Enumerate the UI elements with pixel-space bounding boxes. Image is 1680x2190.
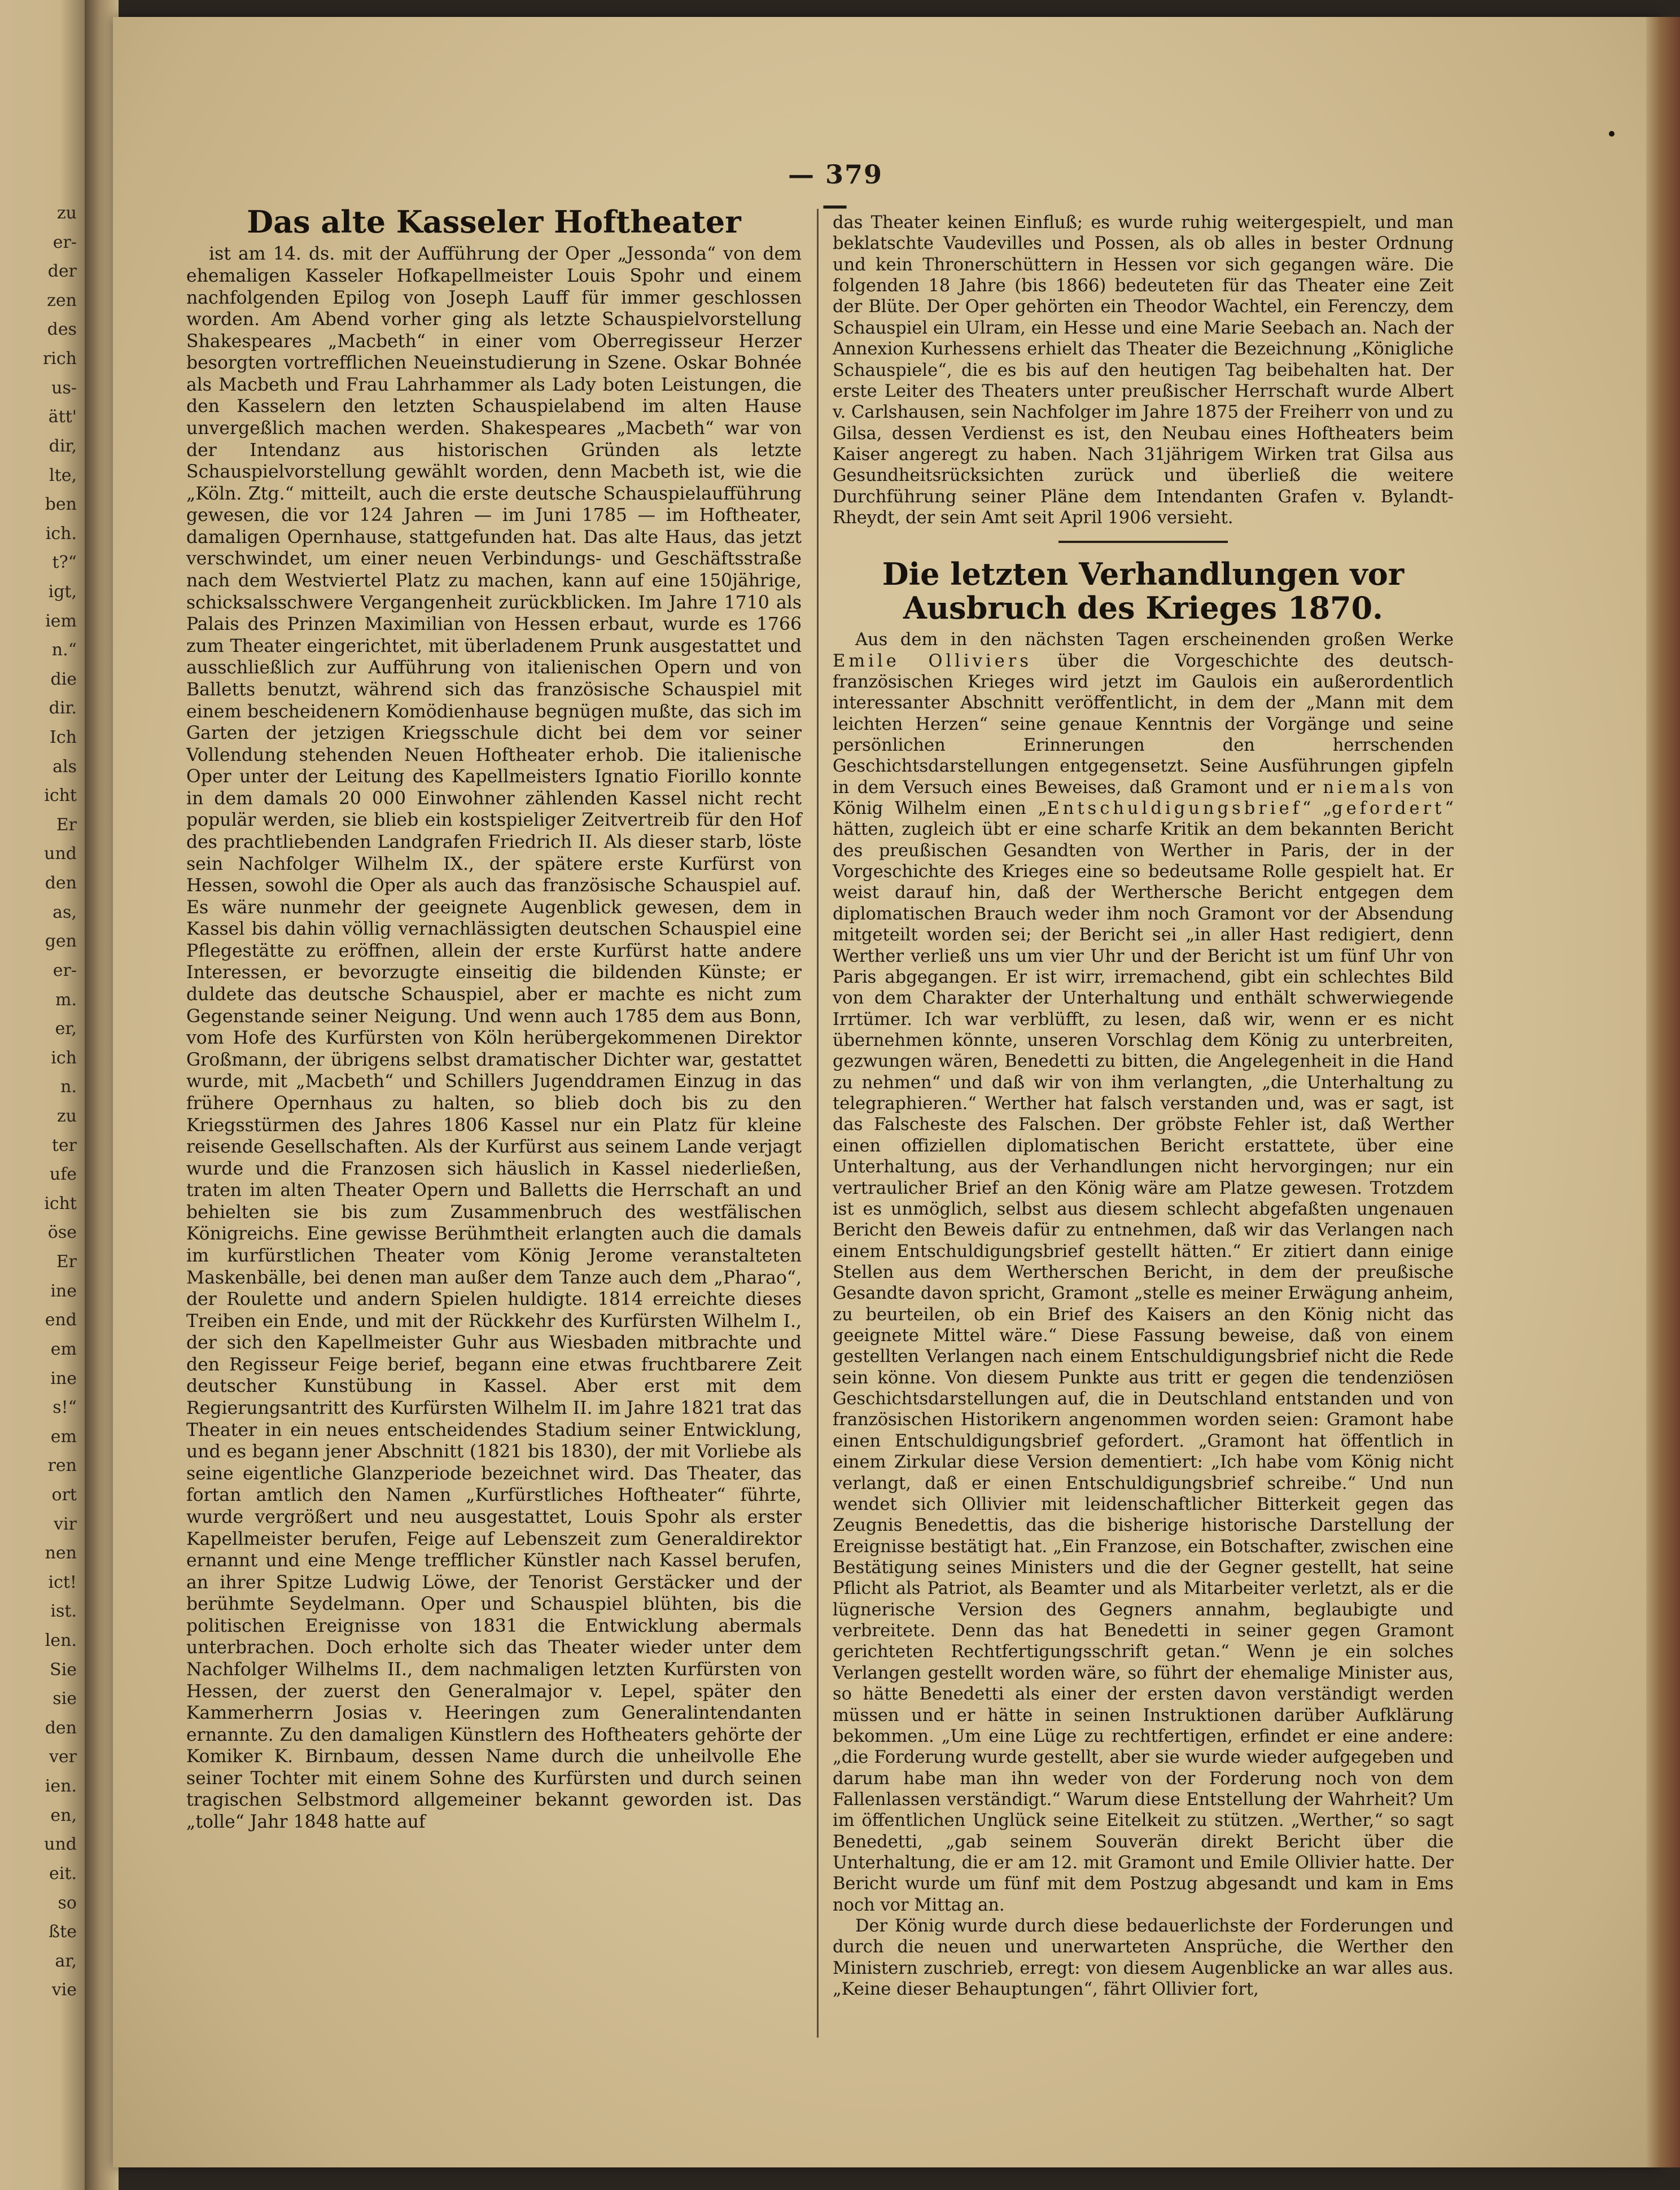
right-column [833,212,1454,2000]
previous-page-fragment: Er [56,815,77,835]
previous-page-fragment: iem [45,611,77,631]
author-name: Emile Olliviers [833,651,1032,671]
article-body-verhandlungen-p2: Der König wurde durch diese bedauerlichste der Forderungen und durch die neuen und unerwarteten Ansprüche, die Werther den Ministern zuschrieb, erregt: von diesem Augenblicke an war alles aus. „Keine dieser Behauptungen“, fährt Ollivier fort, [833,1916,1454,2000]
previous-page-fragment: lte, [49,466,77,485]
column-divider [817,209,819,2038]
previous-page-strip [0,0,85,2190]
text-segment: “ hätten, zugleich übt er eine scharfe Kritik an dem bekannten Bericht des preußischen Gesandten von Werther in Paris, der in der Vorgeschichte des Krieges eine so bedeutsame Rolle gespielt hat. Er weist darauf hin, daß der Werthersche Bericht entgegen dem diplomatischen Brauch weder ihm noch Gramont vor der Absendung mitgeteilt worden sei; der Bericht sei „in aller Hast redigiert, denn Werther verließ uns um vier Uhr und der Bericht ist um fünf Uhr von Paris abgegangen. Er ist wirr, irremachend, gibt ein schlechtes Bild von dem Charakter der Unterhaltung und enthält schwerwiegende Irrtümer. Ich war verblüfft, zu lesen, daß wir, wenn er es nicht übernehmen könnte, unseren Vorschlag dem König zu unterbreiten, gezwungen wären, Benedetti zu bitten, die Angelegenheit in die Hand zu nehmen“ und daß wir von ihm verlangten, „die Unterhaltung zu telegraphieren.“ Werther hat falsch verstanden und, was er sagt, ist das Falscheste des Falschen. Der gröbste Fehler ist, daß Werther einen offiziellen diplomatischen Bericht erstattete, über eine Unterhaltung, aus der Verhandlungen nicht hervorgingen; nur ein vertraulicher Brief an den König wäre am Platze gewesen. Trotzdem ist es unmöglich, selbst aus diesem schlecht abgefaßten ungenauen Bericht den Beweis dafür zu entnehmen, daß wir das Verlangen nach einem Entschuldigungsbrief gestellt hätten.“ Er zitiert dann einige Stellen aus dem Wertherschen Bericht, in dem der preußische Gesandte davon spricht, Gramont „stelle es meiner Erwägung anheim, zu beurteilen, ob ein Brief des Kaisers an den König nicht das geeignete Mittel wäre.“ Diese Fassung beweise, daß von einem gestellten Verlangen nach einem Entschuldigungsbrief nicht die Rede sein könne. Von diesem Punkte aus tritt er gegen die tendenziösen Geschichtsdarstellungen auf, die in Deutschland entstanden und von französischen Historikern angenommen worden seien: Gramont habe einen Entschuldigungsbrief gefordert. „Gramont hat öffentlich in einem Zirkular diese Version dementiert: „Ich habe vom König nicht verlangt, daß er einen Entschuldigungsbrief schreibe.“ Und nun wendet sich Ollivier mit leidenschaftlicher Bitterkeit gegen das Zeugnis Benedettis, das die bisherige historische Darstellung der Ereignisse bestätigt hat. „Ein Franzose, ein Botschafter, zwischen eine Bestätigung seines Ministers und die der Gegner gestellt, hat seine Pflicht als Patriot, als Beamter und als Mitarbeiter verletzt, als er die lügnerische Version des Gegners annahm, beglaubigte und verbreitete. Denn das hat Benedetti in seiner gegen Gramont gerichteten Rechtfertigungsschrift getan.“ Wenn je ein solches Verlangen gestellt worden wäre, so führt der ehemalige Minister aus, so hätte Benedetti als einer der ersten davon verständigt werden müssen und er hätte in seinen Instruktionen darüber Aufklärung bekommen. „Um eine Lüge zu rechtfertigen, erfindet er eine andere: „die Forderung wurde gestellt, aber sie wurde wieder aufgegeben und darum habe man ihn weder von der Forderung noch von dem Fallenlassen verständigt.“ Warum diese Entstellung der Wahrheit? Um im öffentlichen Unglück seine Eitelkeit zu stützen. „Werther,“ so sagt Benedetti, „gab seinem Souverän direkt Bericht über die Unterhaltung, die er am 12. mit Gramont und Emile Ollivier hatte. Der Bericht wurde um fünf mit dem Postzug abgesandt und kam in Ems noch vor Mittag an. [833,799,1454,1915]
previous-page-fragment: sie [53,1689,77,1709]
emphasis-gefordert: gefordert [1332,799,1445,819]
page-number: — 379 — [788,159,883,220]
previous-page-fragment: die [50,669,77,689]
previous-page-fragment: ätt' [48,407,77,427]
text-segment: über die Vorgeschichte des deutsch-französischen Krieges wird jetzt im Gaulois ein außerordentlich interessanter Abschnitt veröffentlicht, in dem der „Mann mit dem leichten Herzen“ seine genaue Kenntnis der Vorgänge und seine persönlichen Erinnerungen den herrschenden Geschichtsdarstellungen entgegensetzt. Seine Ausführungen gipfeln in dem Versuch eines Beweises, daß Gramont und er [833,651,1454,798]
previous-page-fragment: er- [53,233,77,252]
article-body-hoftheater: ist am 14. ds. mit der Aufführung der Oper „Jessonda“ von dem ehemaligen Kasseler Hofkapellmeister Louis Spohr und einem nachfolgenden Epilog von Joseph Lauff für immer geschlossen worden. Am Abend vorher ging als letzte Schauspielvorstellung Shakespeares „Macbeth“ in einer vom Oberregisseur Herzer besorgten vortrefflichen Neueinstudierung in Szene. Oskar Bohnée als Macbeth und Frau Lahrhammer als Lady boten Leistungen, die den Kasselern den letzten Schauspielabend im alten Hause unvergeßlich machen werden. Shakespeares „Macbeth“ war von der Intendanz aus historischen Gründen als letzte Schauspielvorstellung gewählt worden, denn Macbeth ist, wie die „Köln. Ztg.“ mitteilt, auch die erste deutsche Schauspielaufführung gewesen, die vor 124 Jahren — im Juni 1785 — im Hoftheater, damaligen Opernhause, stattgefunden hat. Das alte Haus, das jetzt verschwindet, um einer neuen Verbindungs- und Geschäftsstraße nach dem Westviertel Platz zu machen, kann auf eine 150jährige, schicksalsschwere Vergangenheit zurückblicken. Im Jahre 1710 als Palais des Prinzen Maximilian von Hessen erbaut, wurde es 1766 zum Theater eingerichtet, mit überladenem Prunk ausgestattet und ausschließlich zur Aufführung von italienischen Opern und von Balletts benutzt, während sich das französische Schauspiel mit einem bescheidenern Komödienhause begnügen mußte, das sich im Garten der jetzigen Kriegsschule dicht bei dem vor seiner Vollendung stehenden Neuen Hoftheater erhob. Die italienische Oper unter der Leitung des Kapellmeisters Ignatio Fiorillo konnte in dem damals 20 000 Einwohner zählenden Kassel nicht recht populär werden, sie blieb ein kostspieliger Zeitvertreib für den Hof des prachtliebenden Landgrafen Friedrich II. Als dieser starb, löste sein Nachfolger Wilhelm IX., der spätere erste Kurfürst von Hessen, sowohl die Oper als auch das französische Schauspiel auf. Es wäre nunmehr der geeignete Augenblick gewesen, dem in Kassel bis dahin völlig vernachlässigten deutschen Schauspiel eine Pflegestätte zu eröffnen, allein der erste Kurfürst hatte andere Interessen, er bevorzugte einseitig die bildenden Künste; er duldete das deutsche Schauspiel, aber er machte es nicht zum Gegenstande seiner Neigung. Und wenn auch 1785 dem aus Bonn, vom Hofe des Kurfürsten von Köln herübergekommenen Direktor Großmann, der übrigens selbst dramatischer Dichter war, gestattet wurde, mit „Macbeth“ und Schillers Jugenddramen Einzug in das frühere Opernhaus zu halten, so blieb doch bis zu den Kriegsstürmen des Jahres 1806 Kassel nur ein Platz für kleine reisende Gesellschaften. Als der Kurfürst aus seinem Lande verjagt wurde und die Franzosen sich häuslich in Kassel niederließen, traten im alten Theater Opern und Balletts die Herrschaft an und behielten sie bis zum Zusammenbruch des westfälischen Königreichs. Eine gewisse Berühmtheit erlangten auch die damals im kurfürstlichen Theater vom König Jerome veranstalteten Maskenbälle, bei denen man außer dem Tanze auch dem „Pharao“, der Roulette und andern Spielen huldigte. 1814 erreichte dieses Treiben ein Ende, und mit der Rückkehr des Kurfürsten Wilhelm I., der sich den Kapellmeister Guhr aus Wiesbaden mitbrachte und den Regisseur Feige berief, begann eine etwas fruchtbarere Zeit deutscher Kunstübung in Kassel. Aber erst mit dem Regierungsantritt des Kurfürsten Wilhelm II. im Jahre 1821 trat das Theater in ein neues entscheidendes Stadium seiner Entwicklung, und es begann jener Abschnitt (1821 bis 1830), der mit Vorliebe als seine eigentliche Glanzperiode bezeichnet wird. Das Theater, das fortan amtlich den Namen „Kurfürstliches Hoftheater“ führte, wurde vergrößert und neu ausgestattet, Louis Spohr als erster Kapellmeister berufen, Feige auf Lebenszeit zum Generaldirektor ernannt und eine Menge trefflicher Künstler nach Kassel berufen, an ihrer Spitze Ludwig Löwe, der Tenorist Gerstäcker und der berühmte Seydelmann. Oper und Schauspiel blühten, bis die politischen Ereignisse von 1831 die Entwicklung abermals unterbrachen. Doch erholte sich das Theater wieder unter dem Nachfolger Wilhelms II., dem nachmaligen letzten Kurfürsten von Hessen, der zuerst den Generalmajor v. Lepel, später den Kammerherrn Josias v. Heeringen zum Generalintendanten ernannte. Zu den damaligen Künstlern des Hoftheaters gehörte der Komiker K. Birnbaum, dessen Name durch die unheilvolle Ehe seiner Tochter mit einem Sohne des Kurfürsten und durch seinen tragischen Selbstmord allgemeiner bekannt geworden ist. Das „tolle“ Jahr 1848 hatte auf [186,244,802,1833]
left-column [186,204,802,1833]
previous-page-fragment: ben [45,494,77,514]
previous-page-fragment: zu [56,203,77,223]
previous-page-fragment: und [44,844,77,864]
article-continuation-hoftheater: das Theater keinen Einfluß; es wurde ruhig weitergespielt, und man beklatschte Vaudevilles und Possen, als ob alles in bester Ordnung und kein Thronerschüttern in Hessen vor sich gegangen wäre. Die folgenden 18 Jahre (bis 1866) bedeuteten für das Theater eine Zeit der Blüte. Der Oper gehörten ein Theodor Wachtel, ein Ferenczy, dem Schauspiel ein Ulram, ein Hesse und eine Marie Seebach an. Nach der Annexion Kurhessens erhielt das Theater die Bezeichnung „Königliche Schauspiele“, die es bis auf den heutigen Tag beibehalten hat. Der erste Leiter des Theaters unter preußischer Herrschaft wurde Albert v. Carlshausen, sein Nachfolger im Jahre 1875 der Freiherr von und zu Gilsa, dessen Verdienst es ist, den Neubau eines Hoftheaters beim Kaiser angeregt zu haben. Nach 31jährigem Wirken trat Gilsa aus Gesundheitsrücksichten zurück und überließ die weitere Durchführung seiner Pläne dem Intendanten Grafen v. Bylandt-Rheydt, der sein Amt seit April 1906 versieht. [833,213,1454,528]
text-segment: “ „ [1302,799,1332,819]
previous-page-fragment: en, [50,1806,77,1825]
emphasis-entschuldigungsbrief: Entschuldigungsbrief [1047,799,1302,819]
previous-page-fragment: us- [51,378,77,398]
previous-page-fragment: als [53,757,77,777]
article-title-hoftheater: Das alte Kasseler Hoftheater [247,204,741,240]
previous-page-fragment: n.“ [51,640,77,660]
previous-page-fragment: Sie [50,1660,77,1680]
previous-page-fragment: icht [44,786,77,805]
previous-page-fragment: dir. [49,698,77,718]
previous-page-fragment: nen [45,1543,77,1563]
previous-page-fragment: em [50,1339,77,1359]
previous-page-fragment: ich. [45,524,77,544]
previous-page-fragment: zen [47,291,77,310]
previous-page-fragment: vie [51,1980,77,2000]
previous-page-fragment: em [50,1427,77,1447]
previous-page-fragment: as, [53,903,77,922]
previous-page-fragment: und [44,1834,77,1854]
previous-page-fragment: er- [53,961,77,980]
page-edge [1646,17,1680,2167]
text-segment: von König Wilhelm einen „ [833,777,1454,819]
previous-page-fragment: zu [56,1106,77,1126]
article-separator [1058,541,1228,543]
previous-page-fragment: ort [51,1485,77,1505]
previous-page-fragment: ter [51,1136,77,1155]
previous-page-fragment: ist. [50,1601,77,1621]
previous-page-fragment: ßte [49,1922,77,1942]
previous-page-fragment: icht [44,1194,77,1214]
previous-page-fragment: ver [49,1747,77,1767]
previous-page-fragment: n. [60,1077,77,1097]
previous-page-fragment: ine [50,1369,77,1389]
article-body-verhandlungen [833,629,1454,1916]
previous-page-fragment: des [47,319,77,339]
previous-page-fragment: der [47,261,77,281]
previous-page-fragment: ren [47,1456,77,1475]
previous-page-fragment: den [45,1718,77,1738]
previous-page-fragment: den [45,873,77,893]
previous-page-fragment: t?“ [52,553,77,572]
previous-page-fragment: Er [56,1252,77,1272]
previous-page-fragment: rich [42,349,77,369]
text-segment: Aus dem in den nächsten Tagen erscheinenden großen Werke [855,630,1454,650]
previous-page-fragment: so [58,1893,77,1913]
previous-page-fragment: len. [45,1631,77,1650]
previous-page-fragment: eit. [49,1864,77,1884]
article-title-verhandlungen: Die letzten Verhandlungen vor Ausbruch des Krieges 1870. [882,556,1405,626]
previous-page-fragment: ich [51,1048,77,1068]
previous-page-fragment: Ich [50,728,77,747]
previous-page-fragment: vir [54,1514,77,1534]
previous-page-fragment: s!“ [53,1398,77,1417]
previous-page-fragment: er, [55,1019,77,1039]
previous-page-fragment: gen [45,931,77,951]
previous-page-fragment: end [45,1310,77,1330]
previous-page-fragment: ar, [55,1951,77,1971]
emphasis-niemals: niemals [1323,777,1415,798]
previous-page-fragment: öse [47,1223,77,1242]
previous-page-fragment: igt, [48,582,77,602]
previous-page-fragment: ict! [48,1573,77,1592]
ink-spot [1609,131,1615,137]
previous-page-fragment: ufe [49,1164,77,1184]
previous-page-fragment: dir, [49,436,77,456]
previous-page-fragment: ien. [45,1776,77,1796]
previous-page-fragment: m. [55,990,77,1010]
previous-page-fragment: ine [50,1281,77,1301]
